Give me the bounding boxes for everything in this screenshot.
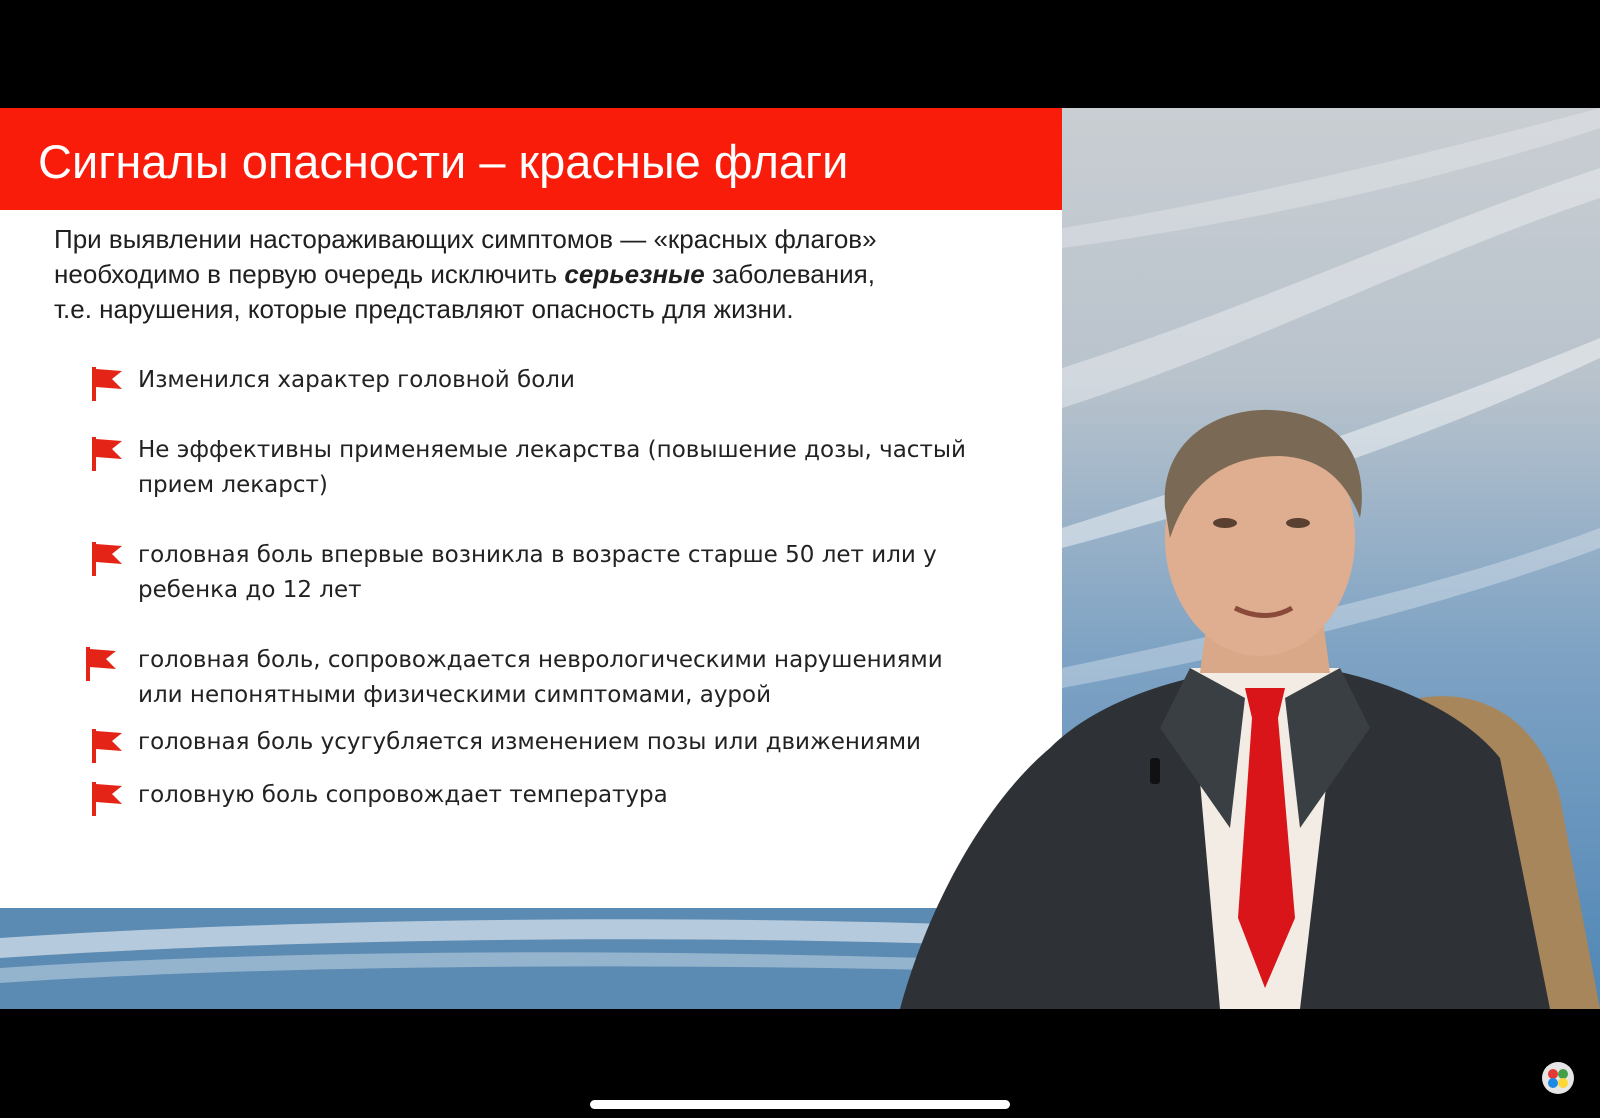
intro-line-2 <box>54 257 1014 292</box>
list-item-text <box>138 778 998 813</box>
intro-line-1: При выявлении настораживающих симптомов — «красных флагов» <box>54 224 877 254</box>
intro-line-2-start: необходимо в первую очередь исключить <box>54 259 565 289</box>
list-item-text <box>138 725 998 760</box>
red-flag-icon <box>90 780 124 818</box>
slide-title: Сигналы опасности – красные флаги <box>38 135 849 188</box>
list-item-line: прием лекарст) <box>138 472 328 498</box>
list-item-line: Не эффективны применяемые лекарства (повышение дозы, частый <box>138 437 966 463</box>
red-flag-icon <box>90 435 124 473</box>
list-item-text <box>138 643 998 713</box>
intro-line-3: т.е. нарушения, которые представляют опасность для жизни. <box>54 294 794 324</box>
list-item-line: головная боль усугубляется изменением позы или движениями <box>138 729 921 755</box>
list-item-line: головная боль, сопровождается неврологическими нарушениями <box>138 647 943 673</box>
list-item-line: ребенка до 12 лет <box>138 577 362 603</box>
list-item-line: головную боль сопровождает температура <box>138 782 668 808</box>
slide-intro <box>54 222 1014 327</box>
list-item-line: головная боль впервые возникла в возрасте старше 50 лет или у <box>138 542 937 568</box>
list-item-text <box>138 538 998 608</box>
list-item-text <box>138 363 998 398</box>
video-frame[interactable] <box>0 108 1600 1009</box>
red-flag-icon <box>90 540 124 578</box>
red-flag-icon <box>84 645 118 683</box>
list-item-line: Изменился характер головной боли <box>138 367 575 393</box>
presenter-video <box>900 398 1600 1009</box>
intro-line-2-end: заболевания, <box>704 259 875 289</box>
list-item-line: или непонятными физическими симптомами, аурой <box>138 682 772 708</box>
slide-header <box>0 108 1062 210</box>
red-flag-icon <box>90 365 124 403</box>
list-item-text <box>138 433 998 503</box>
intro-emphasis: серьезные <box>564 259 705 289</box>
app-badge-icon[interactable] <box>1541 1061 1575 1095</box>
home-indicator[interactable] <box>590 1100 1010 1109</box>
red-flag-icon <box>90 727 124 765</box>
